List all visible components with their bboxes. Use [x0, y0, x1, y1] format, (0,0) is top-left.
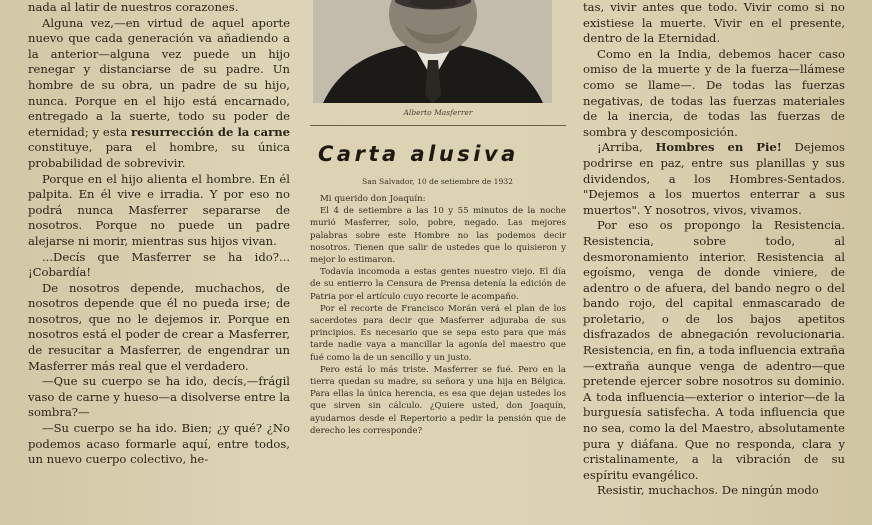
- right-column-paragraph: Como en la India, debemos hacer caso omiso de la muerte y de la fuerza—llámese como se llame—. De todas las fuerzas negativas, de todas las fuerzas materiales de la inercia, de todas las fuerzas de sombra y descomposición.: [583, 46, 845, 139]
- letter-dateline: San Salvador, 10 de setiembre de 1932: [362, 177, 513, 186]
- right-column-bold-phrase: Hombres en Pie!: [655, 140, 782, 155]
- letter-paragraph: Pero está lo más triste. Masferrer se fué. Pero en la tierra quedan su madre, su señora y una hija en Bélgica. Para ellas la única herencia, es esa que dejan ustedes los que sirven sin cálculo. ¿Quiere usted, don Joaquín, ayudarnos desde el Repertorio a pedir la pensión que de derecho les corresponde?: [310, 364, 566, 436]
- left-column-bold-phrase: resurrección de la carne: [131, 124, 290, 139]
- letter-paragraph: Por el recorte de Francisco Morán verá el plan de los sacerdotes para decir que Masferrer adjuraba de sus principios. Es necesario que se sepa esto para que más tarde nadie vaya a mancillar la agonía del maestro que fué como la de un sencillo y un justo.: [310, 303, 566, 363]
- left-column-paragraph: Porque en el hijo alienta el hombre. En él palpita. En él vive e irradia. Y por eso no podrá nunca Masferrer separarse de nosotros. Porque no puede un padre alejarse ni morir, mientras sus hijos vivan.: [28, 171, 290, 248]
- right-column-paragraph: Resistir, muchachos. De ningún modo: [597, 483, 819, 498]
- left-column-paragraph: De nosotros depende, muchachos, de nosotros depende que él no pueda irse; de nosotros, que no le dejemos ir. Porque en nosotros está el poder de crear a Masferrer, de resucitar a Masferrer, de engendrar un Masferrer más real que el verdadero.: [28, 280, 290, 373]
- divider-rule: [310, 125, 566, 126]
- left-column: [28, 0, 290, 525]
- left-column-paragraph: ...Decís que Masferrer se ha ido?... ¡Cobardía!: [28, 249, 290, 280]
- letter-paragraph: Mi querido don Joaquín:: [320, 194, 426, 204]
- right-column: [583, 0, 845, 525]
- right-column-paragraph: Por eso os propongo la Resistencia. Resistencia, sobre todo, al desmoronamiento interior. Resistencia al egoísmo, venga de donde viniere, de adentro o de afuera, del bando negro o del bando rojo, del capital enmascarado de proletario, o de los bajos apetitos disfrazados de abnegación revolucionaria. Resistencia, en fin, a toda influencia extraña—extraña aunque venga de adentro—que pretende ejercer sobre nosotros su dominio. A toda influencia—exterior o interior—de la burguesía satisfecha. A toda influencia que no sea, como la del Maestro, absolutamente pura y diáfana. Que no responda, clara y cristalinamente, a la vibración de su espíritu evangélico.: [583, 218, 845, 482]
- letter-paragraph: El 4 de setiembre a las 10 y 55 minutos de la noche murió Masferrer, solo, pobre, negado. Las mejores palabras sobre este Hombre no las podemos decir nosotros. Tienen que salir de ustedes que lo quisieron y mejor lo estimaron.: [310, 206, 566, 266]
- left-column-paragraph: —Su cuerpo se ha ido. Bien; ¿y qué? ¿No podemos acaso formarle aquí, entre todos, un nuevo cuerpo colectivo, he-: [28, 421, 290, 467]
- portrait-photo: [313, 0, 552, 103]
- right-column-paragraph: ¡Arriba, Hombres en Pie! Dejemos podrirse en paz, entre sus planillas y sus dividendos, a los Hombres-Sentados. "Dejemos a los muertos enterrar a sus muertos". Y nosotros, vivos, vivamos.: [583, 140, 845, 217]
- letter-paragraph: Todavía incomoda a estas gentes nuestro viejo. El día de su entierro la Censura de Prensa detenía la edición de Patria por el artículo cuyo recorte le acompaño.: [310, 267, 566, 302]
- right-column-paragraph: tas, vivir antes que todo. Vivir como si no existiese la muerte. Vivir en el presente, dentro de la Eternidad.: [583, 0, 845, 46]
- middle-column: [310, 0, 566, 525]
- photo-caption: Alberto Masferrer: [403, 108, 473, 117]
- letter-body: [310, 193, 566, 437]
- left-column-paragraph: nada al latir de nuestros corazones.: [28, 0, 239, 14]
- article-heading: Carta alusiva: [318, 142, 519, 166]
- portrait-image: [313, 0, 552, 103]
- left-column-paragraph: Alguna vez,—en virtud de aquel aporte nuevo que cada generación va añadiendo a la anterior—alguna vez puede un hijo renegar y distanciarse de su padre. Un hombre de su obra, un padre de su hijo, nunca. Porque en el hijo está encarnado, entregado a la suerte, todo su poder de eternidad; y esta resurrección de la carne constituye, para el hombre, su única probabilidad de sobrevivir.: [28, 15, 290, 170]
- left-column-paragraph: —Que su cuerpo se ha ido, decís,—frágil vaso de carne y hueso—a disolverse entre la sombra?—: [28, 374, 290, 420]
